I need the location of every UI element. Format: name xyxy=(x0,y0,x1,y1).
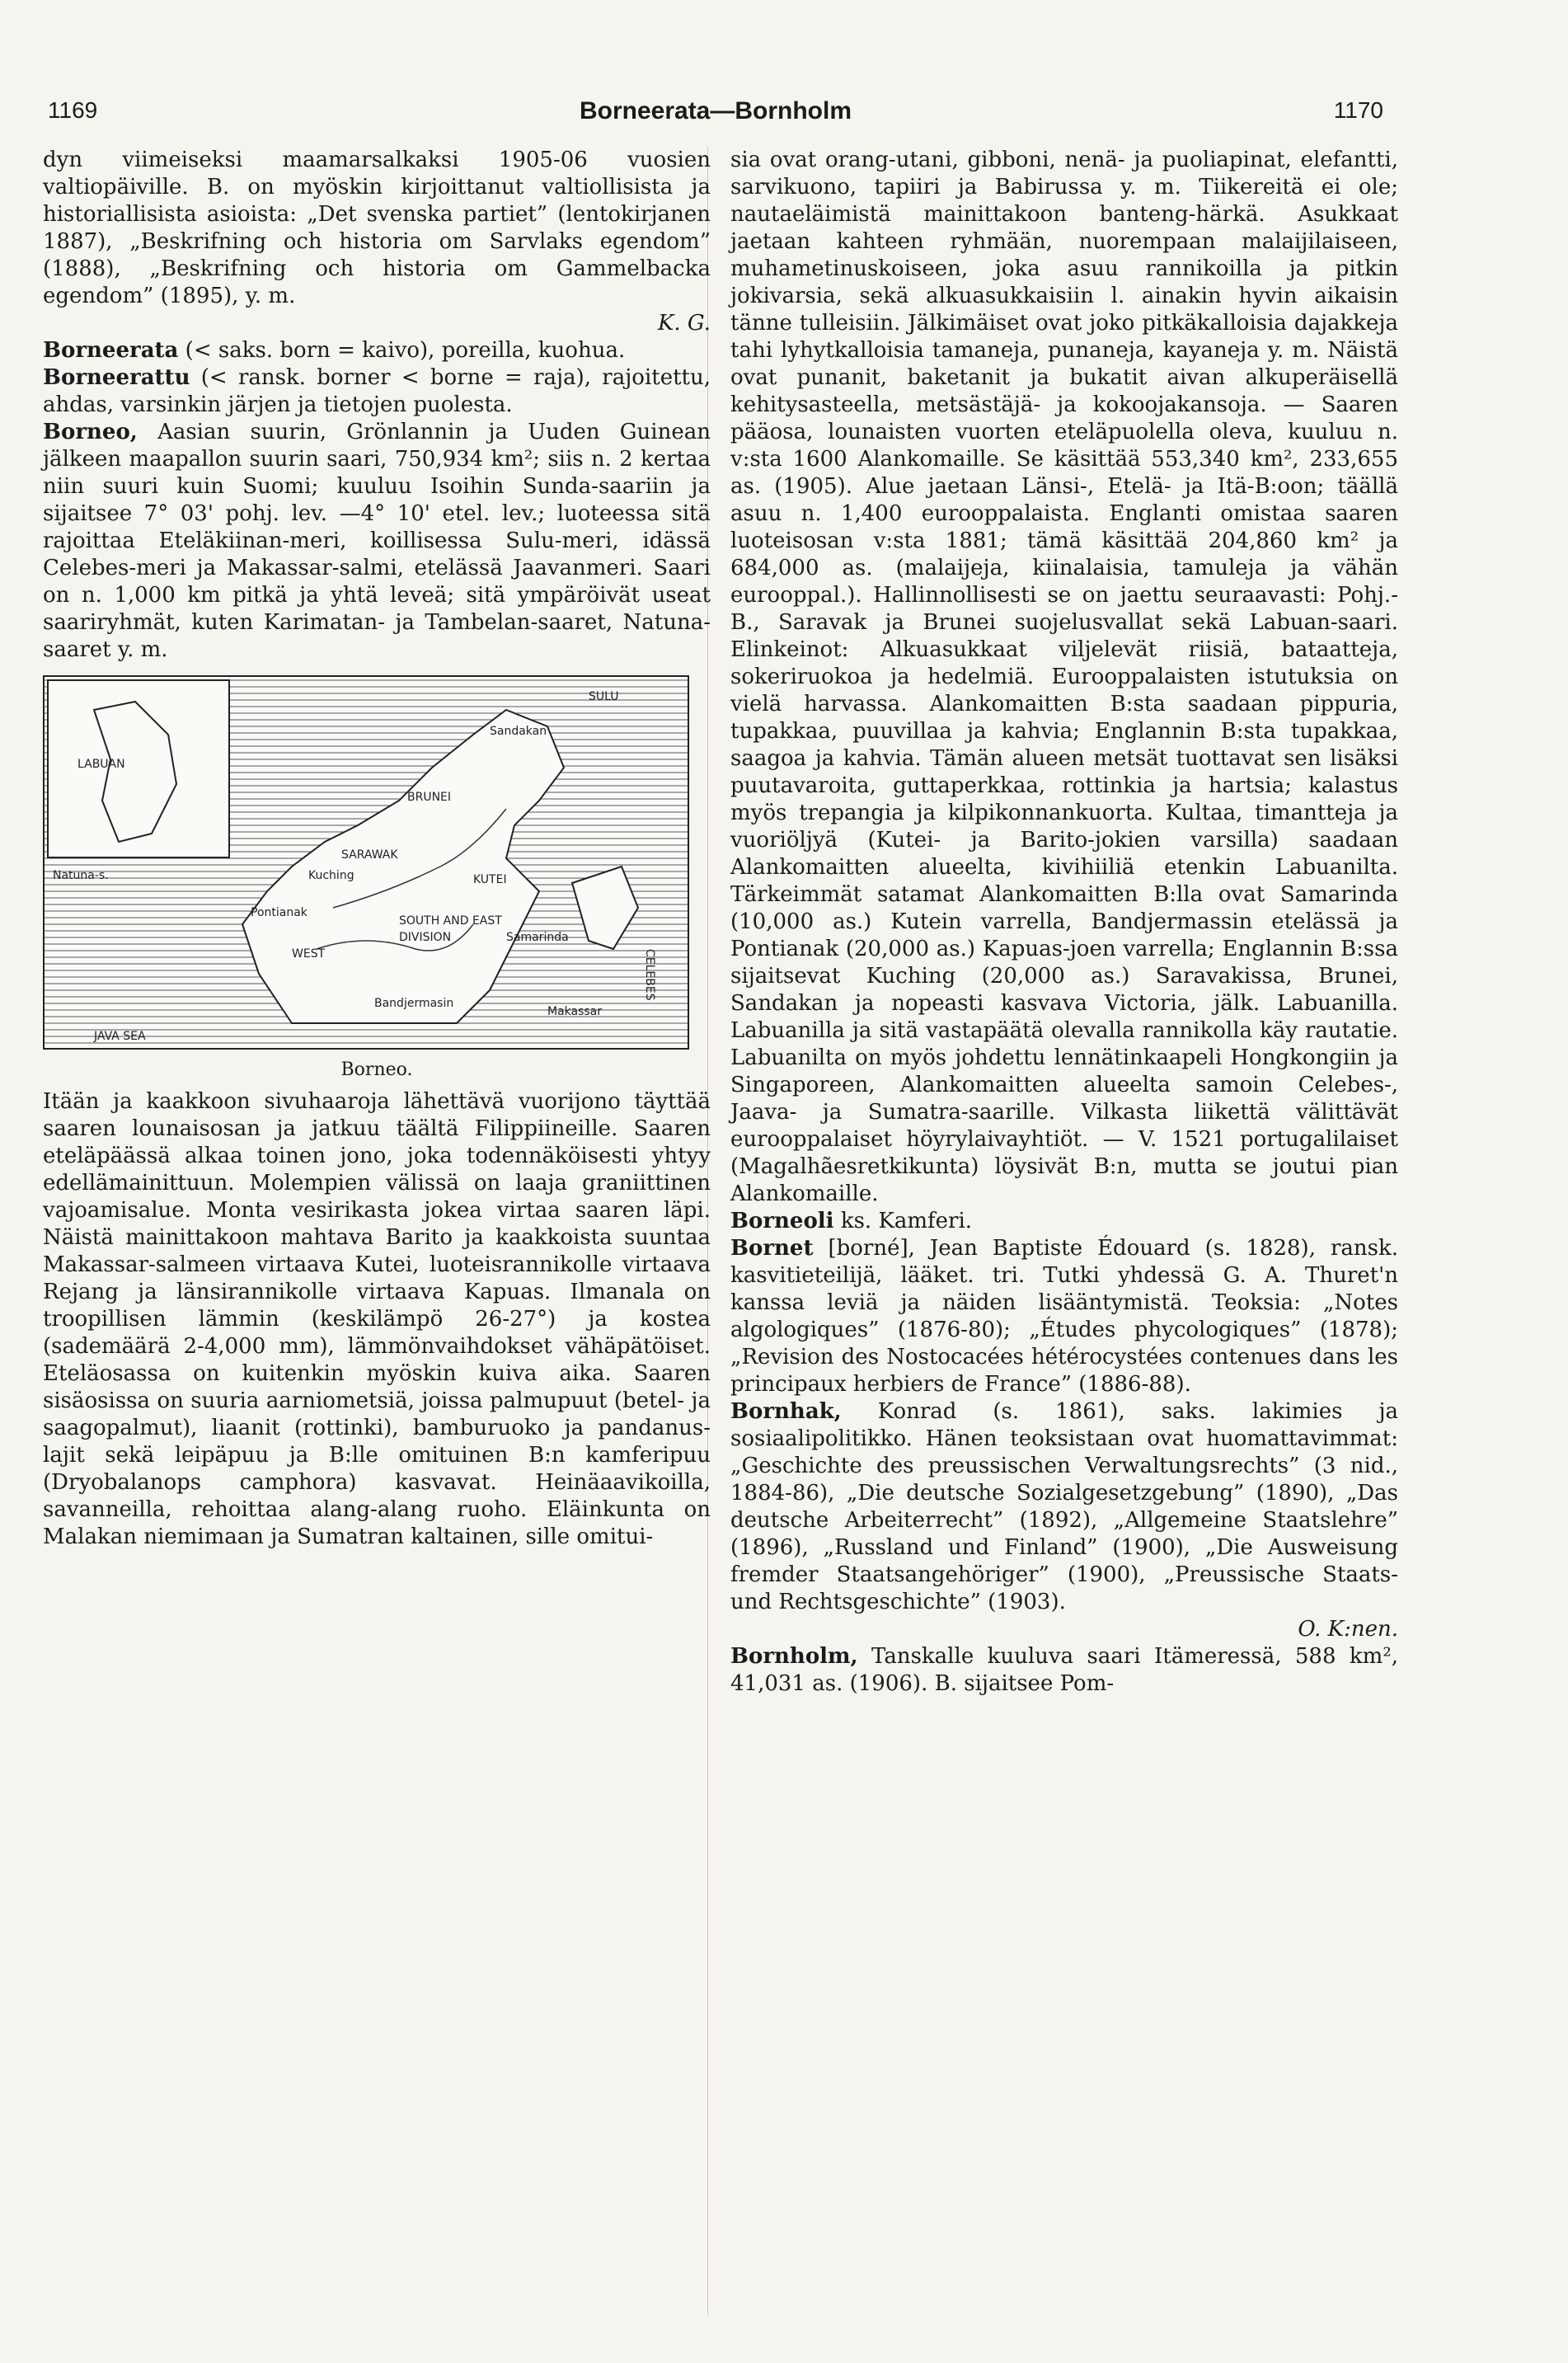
page-header xyxy=(48,97,1383,134)
signature-kg: K. G. xyxy=(657,311,711,336)
map-label-pontianak: Pontianak xyxy=(251,906,307,919)
entry-bornet: Bornet [borné], Jean Baptiste Édouard (s. 1828), ransk. kasvitieteilijä, lääket. tri. Tutki yhdessä G. A. Thuret'n kanssa leviä ja näiden lisääntymistä. Teoksia: „Notes algologiques” (1876-80); „Études phycologiques” (1878); „Revision des Nostocacées hétérocystées contenues dans les principaux herbiers de France” (1886-88). xyxy=(730,1236,1398,1397)
map-label-makassar: Makassar xyxy=(547,1005,603,1018)
headword-bornholm: Bornholm, xyxy=(730,1644,858,1669)
entry-bornholm: Bornholm, Tanskalle kuuluva saari Itämeressä, 588 km², 41,031 as. (1906). B. sijaitsee Pom- xyxy=(730,1644,1399,1696)
map-label-west: WEST xyxy=(292,947,326,961)
headword-borneoli: Borneoli xyxy=(730,1209,834,1233)
map-label-celebes: CELEBES xyxy=(643,949,656,1001)
map-label-kutei: KUTEI xyxy=(473,873,507,886)
map-label-division: DIVISION xyxy=(399,931,452,944)
map-label-brunei: BRUNEI xyxy=(407,791,452,804)
running-title: Borneerata—Bornholm xyxy=(579,97,852,124)
headword-borneo: Borneo, xyxy=(43,420,138,444)
map-label-sarawak: SARAWAK xyxy=(341,848,398,862)
left-column xyxy=(43,147,711,1551)
map-caption: Borneo. xyxy=(340,1059,413,1080)
entry-borneo: Borneo, Aasian suurin, Grönlannin ja Uuden Guinean jälkeen maapallon suurin saari, 750,934 km²; siis n. 2 kertaa niin suuri kuin Suomi; kuuluu Isoihin Sunda-saariin ja sijaitsee 7° 03' pohj. lev. —4° 10' etel. lev.; luoteessa sitä rajoittaa Eteläkiinan-meri, koillisessa Sulu-meri, idässä Celebes-meri ja Makassar-salmi, etelässä Jaavanmeri. Saari on n. 1,000 km pitkä ja yhtä leveä; sitä ympäröivät useat saariryhmät, kuten Karimatan- ja Tambelan-saaret, Natuna-saaret y. m. xyxy=(43,420,711,662)
map-label-natuna: Natuna-s. xyxy=(53,869,109,882)
headword-bornhak: Bornhak, xyxy=(730,1399,842,1424)
headword-borneerata: Borneerata xyxy=(43,338,179,363)
paragraph-borneo-continued: sia ovat orang-utani, gibboni, nenä- ja puoliapinat, elefantti, sarvikuono, tapiiri ja Babirussa y. m. Tiikereitä ei ole; nautaeläimistä mainittakoon banteng-härkä. Asukkaat jaetaan kahteen ryhmään, nuorempaan malaijilaiseen, muhametinuskoiseen, joka asuu rannikoilla ja pitkin jokivarsia, sekä alkuasukkaisiin l. ainakin hyvin aikaisin tänne tulleisiin. Jälkimäiset ovat joko pitkäkalloisia dajakkeja tahi lyhytkalloisia tamaneja, punaneja, kayaneja y. m. Näistä ovat punanit, baketanit ja bukatit aivan alkuperäisellä kehitysasteella, metsästäjä- ja kokoojakansoja. — Saaren pääosa, lounaisten vuorten eteläpuolella oleva, kuuluu n. v:sta 1600 Alankomaille. Se käsittää 553,340 km², 233,655 as. (1905). Alue jaetaan Länsi-, Etelä- ja Itä-B:oon; täällä asuu n. 1,400 eurooppalaista. Englanti omistaa saaren luoteisosan v:sta 1881; tämä käsittää 204,860 km² ja 684,000 as. (malaijeja, kiinalaisia, tamuleja ja vähän eurooppal.). Hallinnollisesti se on jaettu seuraavasti: Pohj.-B., Saravak ja Brunei suojelusvallat sekä Labuan-saari. Elinkeinot: Alkuasukkaat viljelevät riisiä, bataatteja, sokeriruokoa ja hedelmiä. Eurooppalaisten istutuksia on vielä harvassa. Alankomaitten B:sta saadaan pippuria, tupakkaa, puuvillaa ja kahvia; Englannin B:sta tupakkaa, saagoa ja kahvia. Tämän alueen metsät tuottavat sen lisäksi puutavaroita, guttaperkkaa, rottinkia ja hartsia; kalastus myös trepangia ja kilpikonnankuorta. Kultaa, timantteja ja vuoriöljyä (Kutei- ja Barito-jokien varsilla) saadaan Alankomaitten alueelta, kivihiiliä etenkin Labuanilta. Tärkeimmät satamat Alankomaitten B:lla ovat Samarinda (10,000 as.) Kutein varrella, Bandjermassin etelässä ja Pontianak (20,000 as.) Kapuas-joen varrella; Englannin B:ssa sijaitsevat Kuching (20,000 as.) Saravakissa, Brunei, Sandakan ja nopeasti kasvava Victoria, jälk. Labuanilla. Labuanilla ja sitä vastapäätä olevalla rannikolla käy rautatie. Labuanilta on myös johdettu lennätinkaapeli Hongkongiin ja Singaporeen, Alankomaitten alueelta samoin Celebes-, Jaava- ja Sumatra-saarille. Vilkasta liikettä välittävät eurooppalaiset höyrylaivayhtiöt. — V. 1521 portugalilaiset (Magalhãesretkikunta) löysivät B:n, mutta se joutui pian Alankomaille. xyxy=(730,148,1398,1206)
borneo-map xyxy=(43,675,689,1050)
page-number-right: 1170 xyxy=(1333,97,1383,123)
map-label-samarinda: Samarinda xyxy=(506,931,569,944)
entry-borneerattu: Borneerattu (< ransk. borner < borne = raja), rajoitettu, ahdas, varsinkin järjen ja tietojen puolesta. xyxy=(43,365,711,417)
right-column xyxy=(730,147,1398,1698)
map-label-sulu: SULU xyxy=(589,690,619,703)
entry-bornhak: Bornhak, Konrad (s. 1861), saks. lakimies ja sosiaalipolitikko. Hänen teoksistaan ovat huomattavimmat: „Geschichte des preussischen Verwaltungsrechts” (3 nid., 1884-86), „Die deutsche Sozialgesetzgebung” (1890), „Das deutsche Arbeiterrecht” (1892), „Allgemeine Staatslehre” (1896), „Russland und Finland” (1900), „Die Ausweisung fremder Staatsangehöriger” (1900), „Preussische Staats- und Rechtsgeschichte” (1903). xyxy=(730,1399,1399,1614)
map-label-labuan: LABUAN xyxy=(77,758,125,771)
map-label-java-sea: JAVA SEA xyxy=(94,1030,146,1043)
headword-bornet: Bornet xyxy=(730,1236,814,1261)
headword-borneerattu: Borneerattu xyxy=(43,365,190,390)
map-label-sandakan: Sandakan xyxy=(490,725,547,738)
borneo-map-figure xyxy=(43,675,711,1083)
map-label-kuching: Kuching xyxy=(308,869,354,882)
paragraph-borneo-geography: Itään ja kaakkoon sivuhaaroja lähettävä vuorijono täyttää saaren lounaisosan ja jatkuu täältä Filippiineille. Saaren eteläpäässä alkaa toinen jono, joka todennäköisesti yhtyy edellämainittuun. Molempien välissä on laaja graniittinen vajoamisalue. Monta vesirikasta jokea virtaa saaren läpi. Näistä mainittakoon mahtava Barito ja kaakkoista suuntaa Makassar-salmeen virtaava Kutei, luoteisrannikolle virtaava Rejang ja länsirannikolle virtaava Kapuas. Ilmanala on troopillisen lämmin (keskilämpö 26-27°) ja kostea (sademäärä 2-4,000 mm), lämmönvaihdokset vähäpätöiset. Eteläosassa on kuitenkin myöskin kuiva aika. Saaren sisäosissa on suuria aarniometsiä, joissa palmupuut (betel- ja saagopalmut), liaanit (rottinki), bamburuoko ja pandanus-lajit sekä leipäpuu ja B:lle omituinen B:n kamferipuu (Dryobalanops camphora) kasvavat. Heinäaavikoilla, savanneilla, rehoittaa alang-alang ruoho. Eläinkunta on Malakan niemimaan ja Sumatran kaltainen, sille omitui- xyxy=(43,1089,711,1549)
map-label-south-east: SOUTH AND EAST xyxy=(399,914,502,928)
page-number-left: 1169 xyxy=(48,97,98,123)
entry-borneerata: Borneerata (< saks. born = kaivo), poreilla, kuohua. xyxy=(43,338,626,363)
paragraph-bornborn-bio: dyn viimeiseksi maamarsalkaksi 1905-06 vuosien valtiopäiville. B. on myöskin kirjoittanut valtiollisista ja historiallisista asioista: „Det svenska partiet” (lentokirjanen 1887), „Beskrifning och historia om Sarvlaks egendom” (1888), „Beskrifning och historia om Gammelbacka egendom” (1895), y. m. xyxy=(43,148,711,308)
map-label-bandjermasin: Bandjermasin xyxy=(374,997,454,1010)
entry-borneoli: Borneoli ks. Kamferi. xyxy=(730,1209,973,1233)
signature-okn: O. K:nen. xyxy=(1298,1617,1398,1642)
